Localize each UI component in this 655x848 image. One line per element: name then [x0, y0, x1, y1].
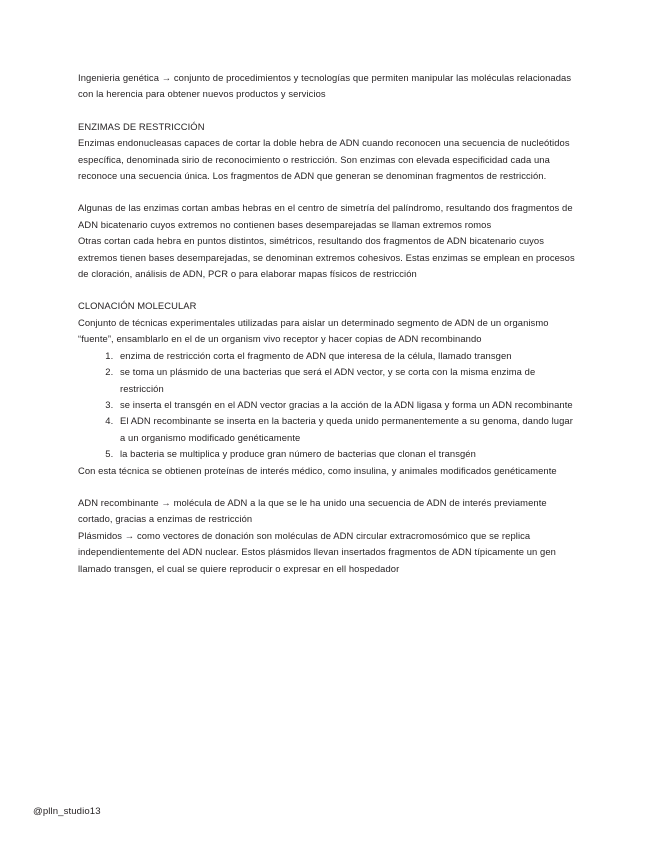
- paragraph-intro: Ingenieria genética → conjunto de procedimientos y tecnologías que permiten manipular las moléculas relacionadas con la herencia para obtener nuevos productos y servicios: [78, 72, 572, 100]
- paragraph-enzimas-restriccion: Enzimas endonucleasas capaces de cortar la doble hebra de ADN cuando reconocen una secuencia de nucleótidos específica, denominada sirio de reconocimiento o restricción. Son enzimas con elevada especificidad cada una reconoce una secuencia única. Los fragmentos de ADN que generan se denominan fragmentos de restricción.: [78, 137, 570, 182]
- clonacion-steps-list: [78, 348, 578, 463]
- paragraph-extremos-cohesivos: Otras cortan cada hebra en puntos distintos, simétricos, resultando dos fragmentos de ADN bicatenario cuyos extremos tienen bases desemparejadas, se denominan extremos cohesivos. Estas enzimas se emplean en procesos de cloración, análisis de ADN, PCR o para elaborar mapas físicos de restricción: [78, 235, 575, 280]
- list-item: 4. El ADN recombinante se inserta en la bacteria y queda unido permanentemente a su genoma, dando lugar a un organismo modificado genéticamente: [116, 413, 578, 446]
- document-body: [78, 70, 578, 577]
- paragraph-tecnica-conclusion: Con esta técnica se obtienen proteínas de interés médico, como insulina, y animales modificados genéticamente: [78, 464, 557, 476]
- paragraph-clonacion-molecular: Conjunto de técnicas experimentales utilizadas para aislar un determinado segmento de ADN de un organismo “fuente”, ensamblarlo en el de un organism vivo receptor y hacer copias de ADN recombinando: [78, 316, 549, 345]
- heading-clonacion-molecular: CLONACIÓN MOLECULAR: [78, 300, 197, 312]
- list-item: 5. la bacteria se multiplica y produce gran número de bacterias que clonan el transgén: [116, 446, 578, 462]
- paragraph-plasmidos: Plásmidos → como vectores de donación son moléculas de ADN circular extracromosómico que se replica independientemente del ADN nuclear. Estos plásmidos llevan insertados fragmentos de ADN típicamente un gen llamado transgen, el cual se quiere reproducir o expresar en ell hospedador: [78, 529, 556, 574]
- list-item: 2. se toma un plásmido de una bacterias que será el ADN vector, y se corta con la misma enzima de restricción: [116, 364, 578, 397]
- paragraph-extremos-romos: Algunas de las enzimas cortan ambas hebras en el centro de simetría del palíndromo, resultando dos fragmentos de ADN bicatenario cuyos extremos no contienen bases desemparejadas se llaman extremos romos: [78, 202, 573, 230]
- heading-enzimas-restriccion: ENZIMAS DE RESTRICCIÓN: [78, 120, 205, 132]
- list-item: 1. enzima de restricción corta el fragmento de ADN que interesa de la célula, llamado transgen: [116, 348, 578, 364]
- paragraph-adn-recombinante: ADN recombinante → molécula de ADN a la que se le ha unido una secuencia de ADN de interés previamente cortado, gracias a enzimas de restricción: [78, 496, 547, 525]
- footer-handle: @plln_studio13: [33, 806, 101, 817]
- list-item: 3. se inserta el transgén en el ADN vector gracias a la acción de la ADN ligasa y forma un ADN recombinante: [116, 397, 578, 413]
